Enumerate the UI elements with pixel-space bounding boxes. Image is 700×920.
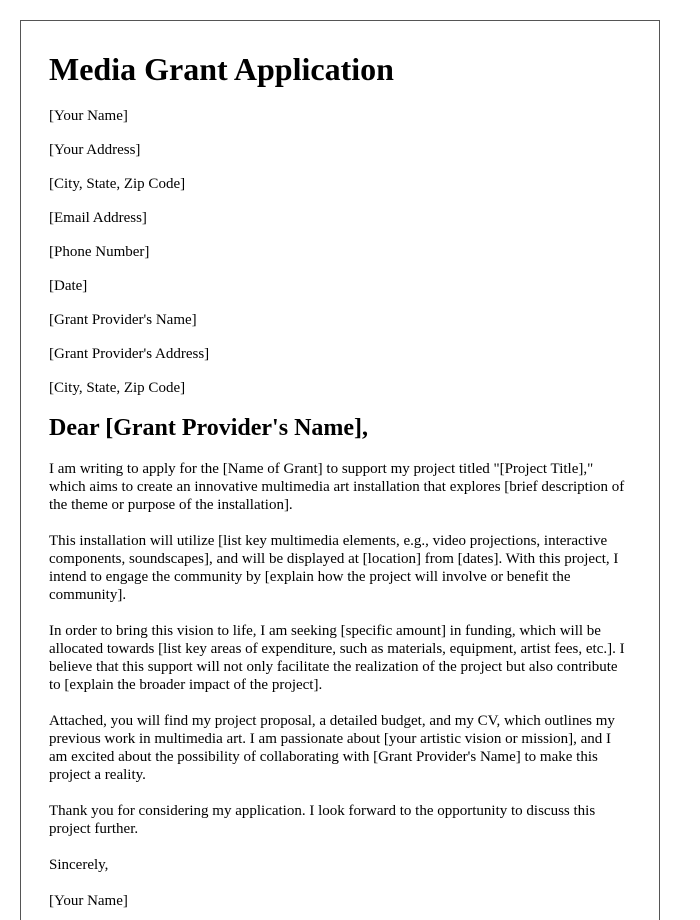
body-paragraph-attachments: Attached, you will find my project proposal, a detailed budget, and my CV, which outlines my previous work in multimedia art. I am passionate about [your artistic vision or mission], and I am excited about the possibility of collaborating with [Grant Provider's Name] to make this project a reality. bbox=[49, 713, 615, 783]
sender-address: [Your Address] bbox=[49, 142, 141, 158]
sender-phone: [Phone Number] bbox=[49, 244, 150, 260]
signature-name: [Your Name] bbox=[49, 893, 128, 909]
letter-body bbox=[49, 460, 631, 838]
sender-name: [Your Name] bbox=[49, 108, 128, 124]
body-paragraph-thanks: Thank you for considering my application. I look forward to the opportunity to discuss this project further. bbox=[49, 803, 596, 837]
sender-block bbox=[49, 107, 631, 295]
recipient-block bbox=[49, 311, 631, 397]
body-paragraph-intro: I am writing to apply for the [Name of Grant] to support my project titled "[Project Title]," which aims to create an innovative multimedia art installation that explores [brief description of the theme or purpose of the installation]. bbox=[49, 461, 625, 513]
recipient-name: [Grant Provider's Name] bbox=[49, 312, 197, 328]
document-title: Media Grant Application bbox=[49, 51, 394, 87]
recipient-city-state-zip: [City, State, Zip Code] bbox=[49, 380, 186, 396]
body-paragraph-funding: In order to bring this vision to life, I am seeking [specific amount] in funding, which will be allocated towards [list key areas of expenditure, such as materials, equipment, artist fees, etc.]. I believe that this support will not only facilitate the realization of the project but also contribute to [explain the broader impact of the project]. bbox=[49, 623, 625, 693]
sender-city-state-zip: [City, State, Zip Code] bbox=[49, 176, 186, 192]
sender-email: [Email Address] bbox=[49, 210, 147, 226]
closing: Sincerely, bbox=[49, 857, 109, 873]
body-paragraph-details: This installation will utilize [list key multimedia elements, e.g., video projections, interactive components, soundscapes], and will be displayed at [location] from [dates]. With this project, I intend to engage the community by [explain how the project will involve or benefit the community]. bbox=[49, 533, 619, 603]
letter-date: [Date] bbox=[49, 278, 88, 294]
recipient-address: [Grant Provider's Address] bbox=[49, 346, 210, 362]
letter-page bbox=[20, 20, 660, 920]
salutation: Dear [Grant Provider's Name], bbox=[49, 415, 369, 441]
